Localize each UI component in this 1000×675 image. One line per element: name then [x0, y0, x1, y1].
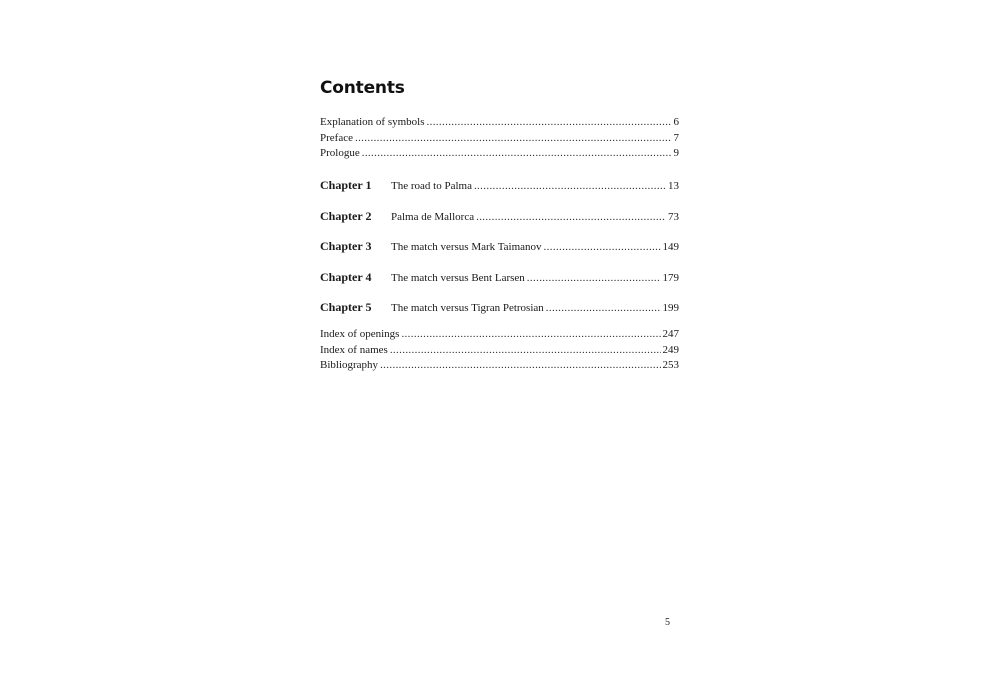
toc-entry: [320, 146, 679, 162]
toc-entry-label: Index of names: [320, 343, 388, 356]
dot-leader: [380, 358, 660, 374]
toc-entry: [320, 115, 679, 131]
toc-entry: [320, 358, 679, 374]
chapter-title: The match versus Tigran Petrosian: [391, 302, 544, 314]
toc-entry-label: Prologue: [320, 147, 360, 159]
chapter-title: The match versus Bent Larsen: [391, 271, 525, 284]
toc-entry-label: Explanation of symbols: [320, 116, 425, 128]
chapter-entry: [320, 268, 679, 299]
toc-entry-label: Preface: [320, 131, 353, 144]
dot-leader: [362, 146, 672, 162]
chapter-entry: [320, 298, 679, 329]
chapter-number: Chapter 1: [320, 178, 372, 192]
dot-leader: [544, 238, 661, 256]
toc-entry: [320, 131, 679, 147]
back-matter-list: [320, 327, 679, 374]
chapter-page: 179: [662, 271, 679, 284]
dot-leader: [476, 208, 666, 226]
chapter-page: 199: [662, 302, 679, 314]
dot-leader: [527, 269, 661, 287]
dot-leader: [427, 115, 672, 131]
toc-entry-page: 253: [662, 359, 679, 371]
toc-entry-page: 249: [662, 343, 679, 356]
chapter-number: Chapter 3: [320, 239, 372, 253]
dot-leader: [390, 343, 661, 359]
toc-entry-page: 9: [673, 147, 679, 159]
dot-leader: [355, 131, 672, 147]
chapter-number: Chapter 5: [320, 300, 372, 314]
toc-entry-page: 247: [662, 328, 679, 340]
chapter-entry: [320, 176, 679, 207]
chapter-title: Palma de Mallorca: [391, 210, 475, 223]
dot-leader: [474, 177, 666, 195]
dot-leader: [546, 299, 661, 317]
toc-entry: [320, 343, 679, 359]
toc-entry-page: 6: [673, 116, 679, 128]
front-matter-list: [320, 115, 679, 162]
toc-entry-label: Index of openings: [320, 328, 400, 340]
chapter-title: The match versus Mark Taimanov: [391, 241, 542, 253]
chapter-number: Chapter 2: [320, 208, 372, 223]
page-number: 5: [665, 617, 670, 628]
chapter-entry: [320, 237, 679, 268]
toc-entry: [320, 327, 679, 343]
chapter-page: 73: [668, 210, 679, 223]
chapter-page: 13: [668, 180, 679, 192]
chapter-entry: [320, 207, 679, 238]
toc-entry-label: Bibliography: [320, 359, 379, 371]
chapter-title: The road to Palma: [391, 180, 472, 192]
chapter-number: Chapter 4: [320, 269, 372, 284]
chapter-page: 149: [662, 241, 679, 253]
dot-leader: [401, 327, 660, 343]
page-title: Contents: [320, 78, 405, 98]
toc-entry-page: 7: [673, 131, 679, 144]
chapter-list: [320, 176, 679, 329]
